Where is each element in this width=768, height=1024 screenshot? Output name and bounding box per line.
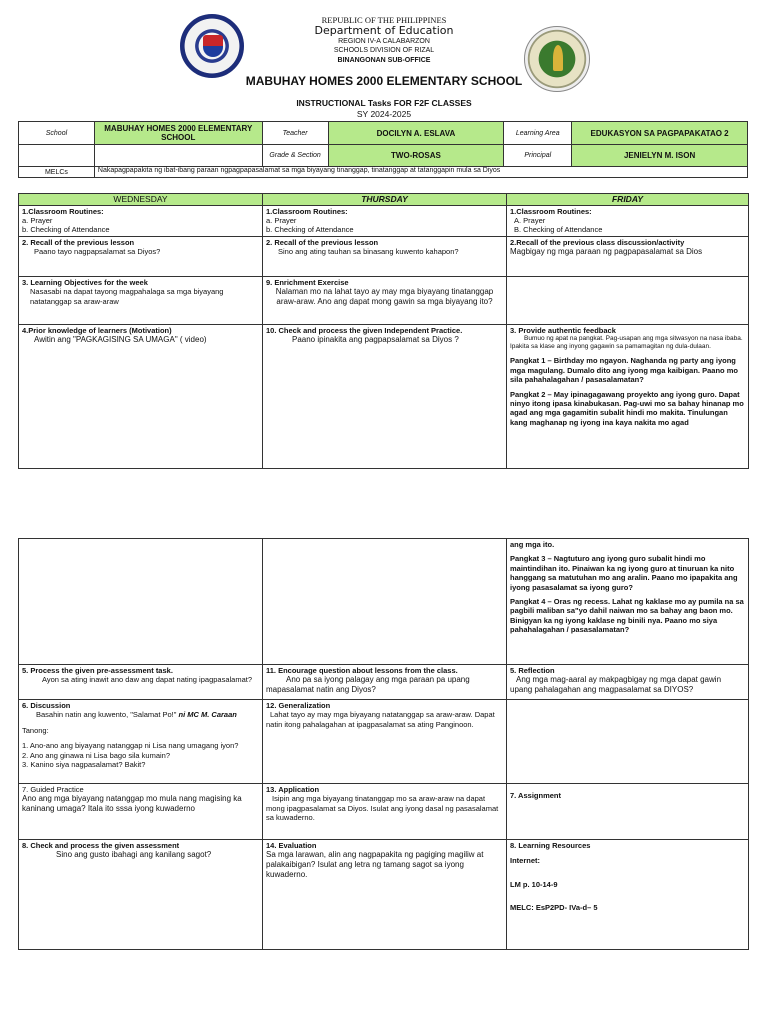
grade-value: TWO-ROSAS	[328, 145, 504, 167]
department-line: Department of Education	[314, 24, 454, 37]
wed-motivation: 4.Prior knowledge of learners (Motivation) Awitin ang "PAGKAGISING SA UMAGA" ( video)	[19, 324, 263, 468]
wed-recall: 2. Recall of the previous lesson Paano tayo nagpapsalamat sa Diyos?	[19, 236, 263, 276]
division-line: SCHOOLS DIVISION OF RIZAL	[333, 47, 435, 54]
empty-cell	[19, 145, 95, 167]
day-friday: FRIDAY	[507, 194, 749, 206]
fri-feedback: 3. Provide authentic feedback Bumuo ng apat na pangkat. Pag-usapan ang mga sitwasyon na nasa ibaba. Ipakita sa klase ang inyong gagawin sa pamamagitan ng dula-dulaan. Pangkat 1 – Birthday mo ngayon. Naghanda ng party ang iyong mga magulang. Dumalo dito ang iyong mga kaibigan. Paano mo sila pahahalagahan / pasasalamatan? Pangkat 2 – May ipinagagawang proyekto ang iyong guro. Dapat ninyo itong ipasa kinabukasan. Pag-uwi mo sa bahay hinanap mo agad ang mga gagamitin subalit hindi mo makita. Tinulungan kang maghanap ng iyong ina kaya nakita mo agad	[507, 324, 749, 468]
teacher-value: DOCILYN A. ESLAVA	[328, 122, 504, 145]
empty-cell	[94, 145, 262, 167]
wed-objectives: 3. Learning Objectives for the week Nasasabi na dapat tayong magpahalaga sa mga biyayang natatanggap sa araw-araw	[19, 276, 263, 324]
wed-routines: 1.Classroom Routines: a. Prayer b. Checking of Attendance	[19, 205, 263, 236]
fri-learning-resources: 8. Learning Resources Internet: LM p. 10-14-9 MELC: EsP2PD- IVa-d– 5	[507, 840, 749, 950]
fri-assignment: 7. Assignment	[507, 784, 749, 840]
wed-guided-practice: 7. Guided Practice Ano ang mga biyayang natanggap mo mula nang magising ka kaninang umaga? Itala ito sssa iyong kuwaderno	[19, 784, 263, 840]
fri-reflection: 5. Reflection Ang mga mag-aaral ay makpagbigay ng mga dapat gawin upang pahalagahan ang magpasalamat sa DIYOS?	[507, 665, 749, 700]
area-value: EDUKASYON SA PAGPAPAKATAO 2	[572, 122, 748, 145]
school-title: MABUHAY HOMES 2000 ELEMENTARY SCHOOL	[245, 74, 523, 88]
wed-discussion: 6. Discussion Basahin natin ang kuwento, "Salamat Po!" ni MC M. Caraan Tanong: 1. Ano-ano ang biyayang natanggap ni Lisa nang umagang iyon? 2. Ano ang ginawa ni Lisa bago sila kumain? 3. Kanino siya nagpasalamat? Bakit?	[19, 700, 263, 784]
melcs-value: Nakapagpapakita ng ibat-ibang paraan ngpagpapasalamat sa mga biyayang tinanggap, tinatanggap at tatanggapin mula sa Diyos	[94, 167, 747, 178]
fri-recall: 2.Recall of the previous class discussion/activity Magbigay ng mga paraan ng pagpapasalamat sa Dios	[507, 236, 749, 276]
thu-application: 13. Application Isipin ang mga biyayang tinatanggap mo sa araw-araw na dapat mong ipagpasalamat sa Diyos. Isulat ang iyong dasal ng pasasalamat sa kuwaderno.	[263, 784, 507, 840]
day-thursday: THURSDAY	[263, 194, 507, 206]
thu-encourage-question: 11. Encourage question about lessons from the class. Ano pa sa iyong palagay ang mga paraan pa upang mapasalamat natin ang Diyos?	[263, 665, 507, 700]
suboffice-line: BINANGONAN SUB-OFFICE	[337, 57, 431, 64]
teacher-label: Teacher	[262, 122, 328, 145]
area-label: Learning Area	[504, 122, 572, 145]
plan-table-page2	[18, 538, 749, 950]
school-value: MABUHAY HOMES 2000 ELEMENTARY SCHOOL	[94, 122, 262, 145]
document-header	[0, 10, 768, 120]
thu-enrichment: 9. Enrichment Exercise Nalaman mo na lahat tayo ay may mga biyayang tinatanggap araw-araw. Ano ang dapat mong gawin sa mga biyayang ito?	[263, 276, 507, 324]
school-year: SY 2024-2025	[356, 109, 412, 119]
fri-empty	[507, 276, 749, 324]
principal-label: Principal	[504, 145, 572, 167]
melcs-label: MELCs	[19, 167, 95, 178]
fri-routines: 1.Classroom Routines: A. Prayer B. Checking of Attendance	[507, 205, 749, 236]
fri-feedback-cont: ang mga ito. Pangkat 3 – Nagtuturo ang iyong guro subalit hindi mo maintindihan ito. Pinaiwan ka ng iyong guro at tinuruan ka nito hanggang sa matutuhan mo ang aralin. Paano mo ipapakita ang iyong pasasalamat sa iyong guro? Pangkat 4 – Oras ng recess. Lahat ng kaklase mo ay pumila na sa pagbili maliban sa"yo dahil naiwan mo sa bahay ang baon mo. Binigyan ka ng iyong kaklase ng binili nya. Paano mo siya pahahalagahan / pasasalamatan?	[507, 539, 749, 665]
info-table	[18, 121, 748, 178]
thu-recall: 2. Recall of the previous lesson Sino ang ating tauhan sa binasang kuwento kahapon?	[263, 236, 507, 276]
region-line: REGION IV-A CALABARZON	[338, 38, 430, 45]
thu-generalization: 12. Generalization Lahat tayo ay may mga biyayang natatanggap sa araw-araw. Dapat natin itong pahalagahan at ipagpasalamat sa ating Panginoon.	[263, 700, 507, 784]
thu-empty	[263, 539, 507, 665]
thu-routines: 1.Classroom Routines: a. Prayer b. Checking of Attendance	[263, 205, 507, 236]
document-subtitle: INSTRUCTIONAL Tasks FOR F2F CLASSES	[296, 98, 472, 108]
thu-evaluation: 14. Evaluation Sa mga larawan, alin ang nagpapakita ng pagiging magiliw at palakaibigan? Isulat ang letra ng tamang sagot sa iyong kuwaderno.	[263, 840, 507, 950]
wed-empty	[19, 539, 263, 665]
fri-empty	[507, 700, 749, 784]
wed-pre-assessment: 5. Process the given pre-assessment task. Ayon sa ating inawit ano daw ang dapat nating ipagpasalamat?	[19, 665, 263, 700]
republic-line: REPUBLIC OF THE PHILIPPINES	[321, 15, 447, 25]
plan-table-page1	[18, 193, 749, 469]
principal-value: JENIELYN M. ISON	[572, 145, 748, 167]
school-label: School	[19, 122, 95, 145]
wed-check-assessment: 8. Check and process the given assessment Sino ang gusto ibahagi ang kanilang sagot?	[19, 840, 263, 950]
day-wednesday: WEDNESDAY	[19, 194, 263, 206]
thu-independent-practice: 10. Check and process the given Independent Practice. Paano ipinakita ang pagpapsalamat sa Diyos ?	[263, 324, 507, 468]
grade-label: Grade & Section	[262, 145, 328, 167]
